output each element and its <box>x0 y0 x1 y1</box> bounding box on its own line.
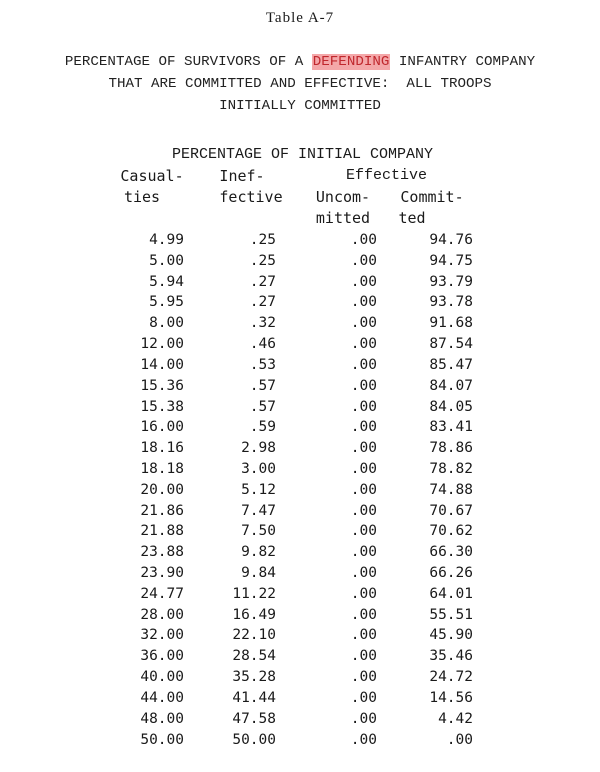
cell-ineffective: 7.47 <box>241 502 276 519</box>
cell-committed: 70.62 <box>429 523 473 540</box>
cell-uncommitted: .00 <box>350 419 377 436</box>
cell-uncommitted: .00 <box>350 398 377 415</box>
cell-casualties: 4.99 <box>149 232 184 248</box>
cell-uncommitted: .00 <box>350 232 377 248</box>
cell-casualties: 44.00 <box>140 689 184 706</box>
cell-ineffective: .46 <box>249 336 276 353</box>
cell-casualties: 40.00 <box>140 669 184 686</box>
cell-committed: 4.42 <box>438 710 473 727</box>
table-row <box>100 480 473 501</box>
cell-casualties: 15.38 <box>140 398 184 415</box>
effective-header: Effective <box>346 167 428 184</box>
cell-uncommitted: .00 <box>350 460 377 477</box>
column-header-ineffective-line1: Inef- <box>219 167 265 185</box>
cell-ineffective: 50.00 <box>232 731 276 748</box>
table-row <box>100 688 473 709</box>
cell-ineffective: 11.22 <box>232 585 276 602</box>
cell-ineffective: .32 <box>249 315 276 332</box>
cell-ineffective: .57 <box>249 377 276 394</box>
cell-casualties: 18.18 <box>140 460 184 477</box>
cell-ineffective: 47.58 <box>232 710 276 727</box>
cell-casualties: 50.00 <box>140 731 184 748</box>
column-header-casualties-line2: ties <box>123 188 161 206</box>
cell-casualties: 16.00 <box>140 419 184 436</box>
cell-committed: 85.47 <box>429 356 473 373</box>
cell-committed: 70.67 <box>429 502 473 519</box>
column-header-committed-line3: ted <box>398 209 426 227</box>
data-table <box>100 230 473 750</box>
cell-casualties: 15.36 <box>140 377 184 394</box>
cell-committed: 78.86 <box>429 440 473 457</box>
cell-casualties: 18.16 <box>140 440 184 457</box>
cell-committed: 94.75 <box>429 252 473 269</box>
table-row <box>100 709 473 730</box>
cell-committed: .00 <box>446 731 473 748</box>
cell-uncommitted: .00 <box>350 440 377 457</box>
title-line-2: THAT ARE COMMITTED AND EFFECTIVE: ALL TROOPS <box>108 76 492 92</box>
cell-casualties: 5.00 <box>149 252 184 269</box>
table-row <box>100 417 473 438</box>
table-row <box>100 397 473 418</box>
title-line-1 <box>0 54 600 70</box>
group-header: PERCENTAGE OF INITIAL COMPANY <box>172 146 434 163</box>
cell-committed: 87.54 <box>429 336 473 353</box>
table-row <box>100 646 473 667</box>
cell-uncommitted: .00 <box>350 273 377 290</box>
cell-ineffective: .25 <box>249 252 276 269</box>
title-line-1-end: INFANTRY COMPANY <box>390 54 536 70</box>
cell-ineffective: .27 <box>249 294 276 311</box>
cell-uncommitted: .00 <box>350 377 377 394</box>
cell-ineffective: 5.12 <box>241 481 276 498</box>
cell-committed: 55.51 <box>429 606 473 623</box>
cell-uncommitted: .00 <box>350 356 377 373</box>
cell-uncommitted: .00 <box>350 689 377 706</box>
table-row <box>100 563 473 584</box>
column-header-casualties-line1: Casual- <box>120 167 184 185</box>
cell-committed: 74.88 <box>429 481 473 498</box>
cell-uncommitted: .00 <box>350 336 377 353</box>
table-row <box>100 667 473 688</box>
cell-ineffective: 41.44 <box>232 689 276 706</box>
table-row <box>100 459 473 480</box>
column-header-uncommitted-line3: mitted <box>315 209 371 227</box>
table-row <box>100 272 473 293</box>
cell-uncommitted: .00 <box>350 544 377 561</box>
cell-committed: 83.41 <box>429 419 473 436</box>
cell-committed: 66.30 <box>429 544 473 561</box>
cell-uncommitted: .00 <box>350 627 377 644</box>
highlighted-word: DEFENDING <box>312 54 390 70</box>
cell-ineffective: 3.00 <box>241 460 276 477</box>
cell-casualties: 12.00 <box>140 336 184 353</box>
cell-committed: 93.79 <box>429 273 473 290</box>
table-row <box>100 230 473 251</box>
cell-uncommitted: .00 <box>350 648 377 665</box>
cell-committed: 91.68 <box>429 315 473 332</box>
table-row <box>100 521 473 542</box>
cell-uncommitted: .00 <box>350 252 377 269</box>
cell-uncommitted: .00 <box>350 669 377 686</box>
table-row <box>100 501 473 522</box>
cell-committed: 35.46 <box>429 648 473 665</box>
table-row <box>100 334 473 355</box>
cell-ineffective: 22.10 <box>232 627 276 644</box>
cell-uncommitted: .00 <box>350 315 377 332</box>
cell-uncommitted: .00 <box>350 294 377 311</box>
cell-uncommitted: .00 <box>350 523 377 540</box>
cell-ineffective: .53 <box>249 356 276 373</box>
table-row <box>100 376 473 397</box>
table-row <box>100 605 473 626</box>
cell-casualties: 14.00 <box>140 356 184 373</box>
cell-ineffective: 9.82 <box>241 544 276 561</box>
cell-casualties: 36.00 <box>140 648 184 665</box>
cell-ineffective: 9.84 <box>241 565 276 581</box>
cell-committed: 94.76 <box>429 232 473 248</box>
cell-casualties: 28.00 <box>140 606 184 623</box>
cell-committed: 24.72 <box>429 669 473 686</box>
cell-committed: 84.05 <box>429 398 473 415</box>
table-row <box>100 625 473 646</box>
cell-ineffective: 35.28 <box>232 669 276 686</box>
table-label: Table A-7 <box>265 10 335 26</box>
cell-casualties: 48.00 <box>140 710 184 727</box>
cell-committed: 66.26 <box>429 565 473 581</box>
cell-casualties: 21.88 <box>140 523 184 540</box>
cell-ineffective: 16.49 <box>232 606 276 623</box>
table-row <box>100 438 473 459</box>
cell-uncommitted: .00 <box>350 565 377 581</box>
cell-ineffective: .27 <box>249 273 276 290</box>
cell-ineffective: 7.50 <box>241 523 276 540</box>
cell-casualties: 23.90 <box>140 565 184 581</box>
column-header-uncommitted-line2: Uncom- <box>315 188 371 206</box>
cell-uncommitted: .00 <box>350 502 377 519</box>
table-row <box>100 730 473 751</box>
cell-ineffective: .25 <box>249 232 276 248</box>
column-header-ineffective-line2: fective <box>219 188 283 206</box>
cell-committed: 78.82 <box>429 460 473 477</box>
table-body <box>100 230 473 750</box>
cell-ineffective: 28.54 <box>232 648 276 665</box>
table-row <box>100 584 473 605</box>
cell-casualties: 23.88 <box>140 544 184 561</box>
cell-uncommitted: .00 <box>350 606 377 623</box>
cell-ineffective: 2.98 <box>241 440 276 457</box>
cell-committed: 93.78 <box>429 294 473 311</box>
table-row <box>100 313 473 334</box>
title-line-1-start: PERCENTAGE OF SURVIVORS OF A <box>64 54 312 70</box>
table-row <box>100 251 473 272</box>
cell-committed: 64.01 <box>429 585 473 602</box>
cell-casualties: 24.77 <box>140 585 184 602</box>
cell-uncommitted: .00 <box>350 710 377 727</box>
cell-casualties: 32.00 <box>140 627 184 644</box>
cell-committed: 45.90 <box>429 627 473 644</box>
cell-uncommitted: .00 <box>350 481 377 498</box>
cell-uncommitted: .00 <box>350 731 377 748</box>
cell-ineffective: .57 <box>249 398 276 415</box>
column-header-committed-line2: Commit- <box>400 188 464 206</box>
cell-committed: 14.56 <box>429 689 473 706</box>
cell-casualties: 8.00 <box>149 315 184 332</box>
cell-casualties: 21.86 <box>140 502 184 519</box>
cell-casualties: 5.94 <box>149 273 184 290</box>
title-line-3: INITIALLY COMMITTED <box>219 98 381 114</box>
cell-casualties: 5.95 <box>149 294 184 311</box>
table-row <box>100 292 473 313</box>
cell-ineffective: .59 <box>249 419 276 436</box>
cell-casualties: 20.00 <box>140 481 184 498</box>
cell-uncommitted: .00 <box>350 585 377 602</box>
table-row <box>100 542 473 563</box>
table-row <box>100 355 473 376</box>
cell-committed: 84.07 <box>429 377 473 394</box>
